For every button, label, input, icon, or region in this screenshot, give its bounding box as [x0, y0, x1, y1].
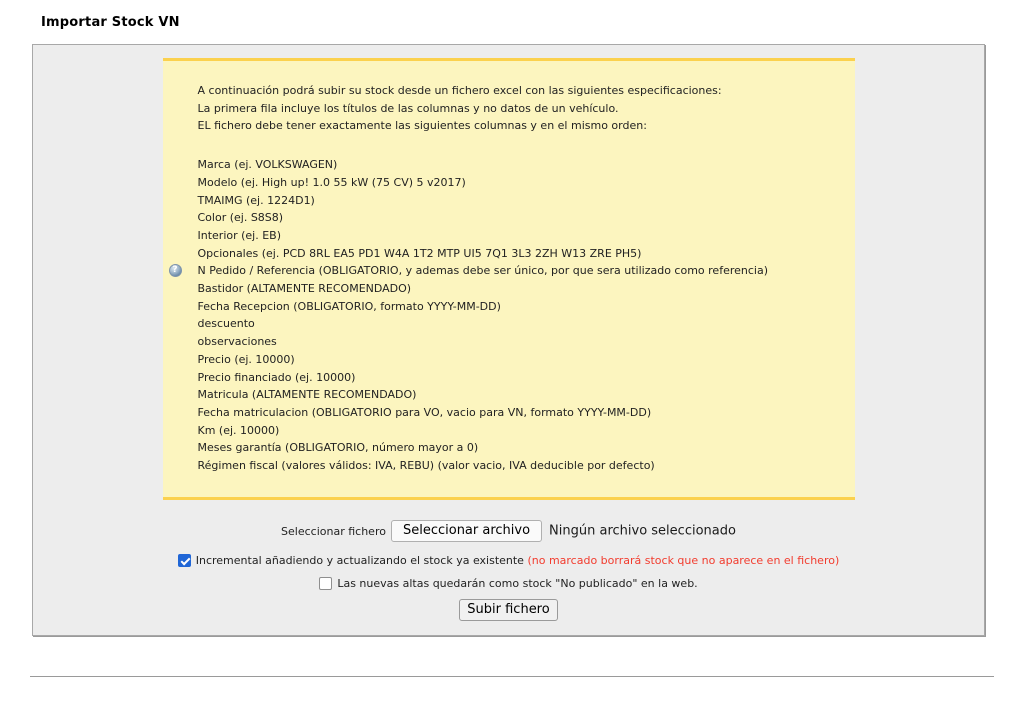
unpublished-checkbox[interactable] [319, 577, 332, 590]
file-select-label: Seleccionar fichero [281, 524, 386, 538]
instructions-box [163, 58, 855, 500]
instructions-line: La primera fila incluye los títulos de las columnas y no datos de un vehículo. [197, 101, 619, 115]
instructions-line: EL fichero debe tener exactamente las siguientes columnas y en el mismo orden: [197, 119, 647, 133]
spec-column-precio: Precio (ej. 10000) [197, 352, 295, 366]
spec-column-bastidor: Bastidor (ALTAMENTE RECOMENDADO) [197, 282, 412, 296]
incremental-checkbox[interactable] [178, 554, 191, 567]
help-icon[interactable]: ? [169, 264, 182, 277]
spec-column-opcionales: Opcionales (ej. PCD 8RL EA5 PD1 W4A 1T2 MTP UI5 7Q1 3L3 2ZH W13 ZRE PH5) [197, 246, 642, 260]
incremental-check-row [33, 554, 984, 567]
file-select-row [33, 520, 984, 544]
incremental-warning-text: (no marcado borrará stock que no aparece en el fichero) [527, 554, 840, 567]
spacer [198, 135, 820, 156]
spec-column-fecha-matriculacion: Fecha matriculacion (OBLIGATORIO para VO, vacio para VN, formato YYYY-MM-DD) [197, 405, 652, 419]
submit-row [33, 598, 984, 621]
spec-column-observaciones: observaciones [197, 335, 277, 349]
spec-column-interior: Interior (ej. EB) [197, 228, 282, 242]
spec-column-tmaimg: TMAIMG (ej. 1224D1) [197, 193, 315, 207]
unpublished-checkbox-label[interactable]: Las nuevas altas quedarán como stock "No publicado" en la web. [337, 577, 698, 590]
spec-column-km: Km (ej. 10000) [197, 423, 280, 437]
import-panel [32, 44, 985, 636]
instructions-intro: A continuación podrá subir su stock desde un fichero excel con las siguientes especificaciones: [197, 84, 722, 97]
bottom-divider [30, 676, 994, 677]
unpublished-check-row [33, 577, 984, 590]
upload-form [33, 520, 984, 621]
file-select-status: Ningún archivo seleccionado [549, 523, 736, 539]
spec-column-referencia-label: N Pedido / Referencia (OBLIGATORIO, y ademas debe ser único, por que sera utilizado como referencia) [197, 264, 768, 278]
spec-column-fecha-recepcion: Fecha Recepcion (OBLIGATORIO, formato YYYY-MM-DD) [197, 299, 501, 313]
spec-column-modelo: Modelo (ej. High up! 1.0 55 kW (75 CV) 5 v2017) [197, 175, 466, 189]
incremental-label-text: Incremental añadiendo y actualizando el stock ya existente [195, 554, 524, 567]
file-select-button[interactable]: Seleccionar archivo [391, 520, 542, 542]
spec-column-descuento: descuento [197, 317, 255, 331]
spec-column-marca: Marca (ej. VOLKSWAGEN) [197, 158, 338, 172]
upload-submit-button[interactable]: Subir fichero [459, 599, 557, 621]
spec-column-matricula: Matricula (ALTAMENTE RECOMENDADO) [197, 388, 417, 402]
spec-column-regimen-fiscal: Régimen fiscal (valores válidos: IVA, REBU) (valor vacio, IVA deducible por defecto) [197, 459, 655, 473]
spec-column-precio-financiado: Precio financiado (ej. 10000) [197, 370, 356, 384]
page-title: Importar Stock VN [41, 15, 180, 30]
spec-column-color: Color (ej. S8S8) [197, 211, 284, 225]
spec-column-meses-garantia: Meses garantía (OBLIGATORIO, número mayor a 0) [197, 441, 479, 455]
spec-column-referencia [172, 262, 820, 280]
incremental-checkbox-label[interactable] [196, 554, 840, 567]
